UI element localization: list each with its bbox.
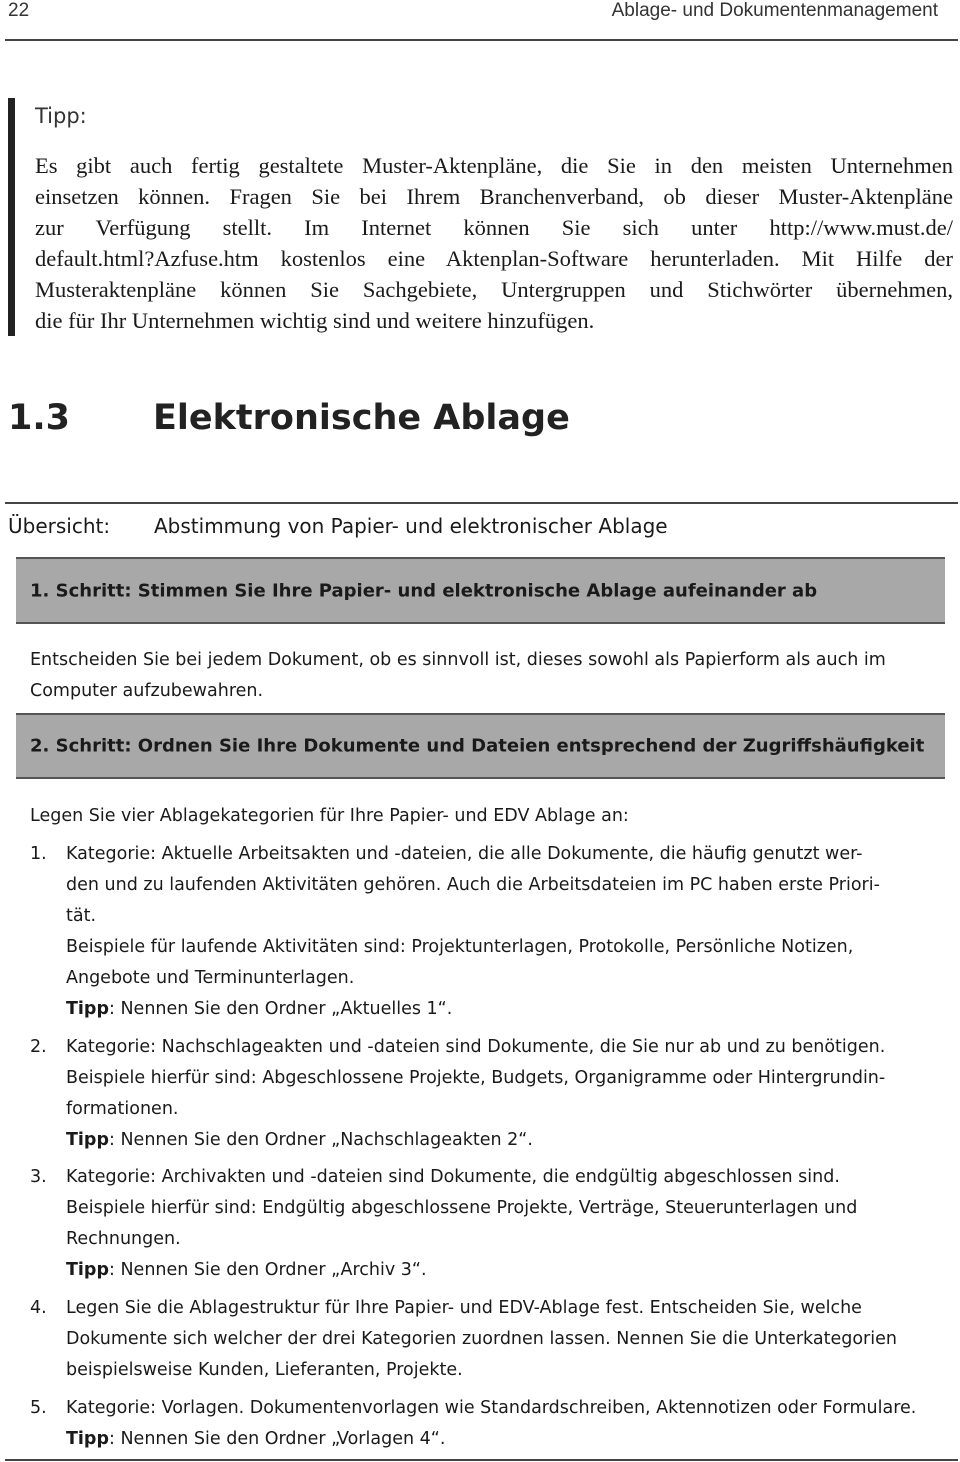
list-item-line: Beispiele hierfür sind: Endgültig abgeschlossene Projekte, Verträge, Steuerunterlagen und [66, 1198, 858, 1218]
step-1-text: Computer aufzubewahren. [30, 681, 264, 701]
tip-label: Tipp [66, 999, 109, 1019]
list-item-line: Dokumente sich welcher der drei Kategorien zuordnen lassen. Nennen Sie die Unterkategorien [66, 1329, 897, 1349]
step-2-intro: Legen Sie vier Ablagekategorien für Ihre Papier- und EDV Ablage an: [30, 806, 629, 826]
tip-text: : Nennen Sie den Ordner „Vorlagen 4“. [109, 1429, 446, 1449]
step-1-text: Entscheiden Sie bei jedem Dokument, ob es sinnvoll ist, dieses sowohl als Papierform als auch im [30, 650, 886, 670]
overview [8, 514, 668, 538]
overview-text: Abstimmung von Papier- und elektronischer Ablage [154, 514, 668, 538]
list-item-line: beispielsweise Kunden, Lieferanten, Projekte. [66, 1360, 463, 1380]
running-title: Ablage- und Dokumentenmanagement [611, 0, 938, 21]
section-heading [8, 398, 570, 438]
tip-text: : Nennen Sie den Ordner „Nachschlageakten 2“. [109, 1130, 533, 1150]
list-item-line: Rechnungen. [66, 1229, 181, 1249]
list-number: 4. [30, 1298, 47, 1318]
step-heading-text: 2. Schritt: Ordnen Sie Ihre Dokumente und Dateien entsprechend der Zugriffshäufigkeit [30, 735, 925, 757]
list-number: 3. [30, 1167, 47, 1187]
list-item-line: Kategorie: Vorlagen. Dokumentenvorlagen wie Standardschreiben, Aktennotizen oder Formulare. [66, 1398, 917, 1418]
tip-line: Musteraktenpläne können Sie Sachgebiete, Untergruppen und Stichwörter übernehmen, [35, 277, 953, 302]
header-divider [5, 39, 958, 41]
tip-text: : Nennen Sie den Ordner „Archiv 3“. [109, 1260, 427, 1280]
step-heading-text: 1. Schritt: Stimmen Sie Ihre Papier- und elektronische Ablage aufeinander ab [30, 580, 818, 601]
step-2-heading [16, 713, 945, 779]
list-item-line: Beispiele für laufende Aktivitäten sind: Projektunterlagen, Protokolle, Persönliche Notizen, [66, 937, 854, 957]
section-divider [5, 502, 958, 504]
list-item-line: tät. [66, 906, 97, 926]
list-item-line: Beispiele hierfür sind: Abgeschlossene Projekte, Budgets, Organigramme oder Hintergrundin- [66, 1068, 886, 1088]
list-item-line: Kategorie: Archivakten und -dateien sind Dokumente, die endgültig abgeschlossen sind. [66, 1167, 840, 1187]
tip-label: Tipp [66, 1130, 109, 1150]
list-item-line: Angebote und Terminunterlagen. [66, 968, 355, 988]
list-item-line: formationen. [66, 1099, 179, 1119]
list-item-line: den und zu laufenden Aktivitäten gehören. Auch die Arbeitsdateien im PC haben erste Priori- [66, 875, 880, 895]
tip-line: default.html?Azfuse.htm kostenlos eine Aktenplan-Software herunterladen. Mit Hilfe der [35, 246, 953, 271]
tip-label: Tipp [66, 1429, 109, 1449]
list-number: 1. [30, 844, 47, 864]
list-item-line: Legen Sie die Ablagestruktur für Ihre Papier- und EDV-Ablage fest. Entscheiden Sie, welche [66, 1298, 862, 1318]
list-item-tip [66, 1255, 427, 1286]
tip-line: Es gibt auch fertig gestaltete Muster-Aktenpläne, die Sie in den meisten Unternehmen [35, 153, 953, 178]
section-title: Elektronische Ablage [153, 398, 570, 438]
tip-label: Tipp [66, 1260, 109, 1280]
section-number: 1.3 [8, 398, 71, 438]
page-number: 22 [8, 0, 30, 21]
list-item-line: Kategorie: Aktuelle Arbeitsakten und -dateien, die alle Dokumente, die häufig genutzt wer- [66, 844, 863, 864]
list-item-tip [66, 994, 452, 1025]
tip-line: zur Verfügung stellt. Im Internet können Sie sich unter http://www.must.de/ [35, 215, 953, 240]
list-item-tip [66, 1125, 533, 1156]
list-item-tip [66, 1424, 445, 1455]
overview-label: Übersicht: [8, 514, 111, 538]
list-number: 5. [30, 1398, 47, 1418]
tip-label: Tipp: [35, 104, 87, 128]
list-item-line: Kategorie: Nachschlageakten und -dateien sind Dokumente, die Sie nur ab und zu benötigen. [66, 1037, 886, 1057]
footer-divider [5, 1459, 958, 1461]
tip-line: die für Ihr Unternehmen wichtig sind und weitere hinzufügen. [35, 308, 595, 333]
tip-text [35, 150, 953, 336]
list-number: 2. [30, 1037, 47, 1057]
tip-box-bar [8, 98, 15, 336]
tip-line: einsetzen können. Fragen Sie bei Ihrem Branchenverband, ob dieser Muster-Aktenpläne [35, 184, 953, 209]
tip-text: : Nennen Sie den Ordner „Aktuelles 1“. [109, 999, 453, 1019]
step-1-heading [16, 557, 945, 624]
